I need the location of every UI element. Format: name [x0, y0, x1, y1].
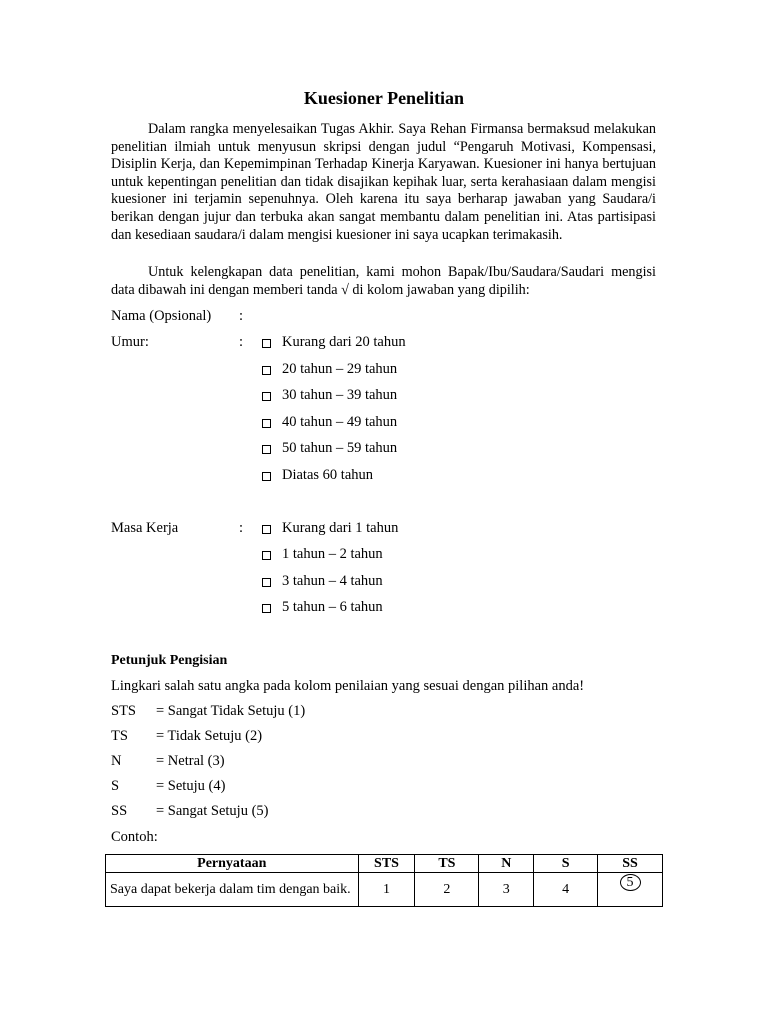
value-cell[interactable]: 2	[415, 873, 479, 907]
masa-kerja-option-label: 5 tahun – 6 tahun	[282, 599, 383, 615]
umur-option[interactable]	[262, 386, 397, 404]
checkbox-icon[interactable]	[262, 419, 271, 428]
header-n: N	[479, 855, 534, 873]
masa-kerja-label: Masa Kerja	[111, 520, 179, 536]
statement-cell: Saya dapat bekerja dalam tim dengan baik.	[106, 873, 359, 907]
scale-meaning: = Setuju (4)	[156, 778, 226, 794]
scale-code: SS	[111, 803, 128, 819]
scale-code: STS	[111, 703, 136, 719]
umur-option[interactable]	[262, 466, 373, 484]
checkbox-icon[interactable]	[262, 366, 271, 375]
value-cell-selected[interactable]	[598, 873, 663, 907]
scale-code: S	[111, 778, 120, 794]
masa-kerja-option-label: 3 tahun – 4 tahun	[282, 573, 383, 589]
umur-option[interactable]	[262, 333, 406, 351]
contoh-label: Contoh:	[111, 829, 158, 845]
umur-option-label: 20 tahun – 29 tahun	[282, 361, 398, 377]
instruction-paragraph: Untuk kelengkapan data penelitian, kami mohon Bapak/Ibu/Saudara/Saudari mengisi data dibawah ini dengan memberi tanda √ di kolom jawaban yang dipilih:	[111, 264, 656, 298]
checkbox-icon[interactable]	[262, 445, 271, 454]
checkbox-icon[interactable]	[262, 525, 271, 534]
umur-option-label: 50 tahun – 59 tahun	[282, 440, 398, 456]
umur-option[interactable]	[262, 413, 397, 431]
value-cell[interactable]: 1	[358, 873, 415, 907]
value-cell[interactable]: 4	[534, 873, 598, 907]
masa-kerja-option-label: 1 tahun – 2 tahun	[282, 546, 383, 562]
circled-answer: 5	[620, 874, 641, 891]
scale-meaning: = Sangat Setuju (5)	[156, 803, 269, 819]
value-cell[interactable]: 3	[479, 873, 534, 907]
header-ss: SS	[598, 855, 663, 873]
scale-code: N	[111, 753, 122, 769]
umur-colon: :	[239, 334, 244, 350]
masa-kerja-option[interactable]	[262, 519, 398, 537]
header-sts: STS	[358, 855, 415, 873]
scale-meaning: = Netral (3)	[156, 753, 225, 769]
petunjuk-text: Lingkari salah satu angka pada kolom penilaian yang sesuai dengan pilihan anda!	[111, 678, 585, 694]
masa-kerja-option[interactable]	[262, 598, 383, 616]
nama-colon: :	[239, 308, 244, 324]
table-row	[106, 873, 663, 907]
umur-option-label: 30 tahun – 39 tahun	[282, 387, 398, 403]
masa-kerja-option[interactable]	[262, 545, 383, 563]
umur-option-label: Kurang dari 20 tahun	[282, 334, 406, 350]
example-table	[105, 854, 663, 907]
checkbox-icon[interactable]	[262, 392, 271, 401]
nama-label: Nama (Opsional)	[111, 308, 212, 324]
masa-kerja-option-label: Kurang dari 1 tahun	[282, 520, 399, 536]
checkbox-icon[interactable]	[262, 578, 271, 587]
umur-option-label: 40 tahun – 49 tahun	[282, 414, 398, 430]
scale-meaning: = Tidak Setuju (2)	[156, 728, 263, 744]
checkbox-icon[interactable]	[262, 339, 271, 348]
masa-kerja-colon: :	[239, 520, 244, 536]
checkbox-icon[interactable]	[262, 604, 271, 613]
header-ts: TS	[415, 855, 479, 873]
header-pernyataan: Pernyataan	[106, 855, 359, 873]
scale-code: TS	[111, 728, 128, 744]
masa-kerja-option[interactable]	[262, 572, 383, 590]
umur-label: Umur:	[111, 334, 149, 350]
table-header-row	[106, 855, 663, 873]
umur-option[interactable]	[262, 360, 397, 378]
checkbox-icon[interactable]	[262, 472, 271, 481]
umur-option-label: Diatas 60 tahun	[282, 467, 374, 483]
scale-meaning: = Sangat Tidak Setuju (1)	[156, 703, 306, 719]
checkbox-icon[interactable]	[262, 551, 271, 560]
header-s: S	[534, 855, 598, 873]
petunjuk-heading: Petunjuk Pengisian	[111, 653, 228, 668]
intro-paragraph: Dalam rangka menyelesaikan Tugas Akhir. Saya Rehan Firmansa bermaksud melakukan penelitian ilmiah untuk menyusun skripsi dengan judul “Pengaruh Motivasi, Kompensasi, Disiplin Kerja, dan Kepemimpinan Terhadap Kinerja Karyawan. Kuesioner ini hanya bertujuan untuk kepentingan penelitian dan tidak disajikan kepihak luar, serta kerahasiaan dalam mengisi kuesioner ini terjamin sepenuhnya. Oleh karena itu saya berharap jawaban yang Saudara/i berikan dengan jujur dan terbuka akan sangat membantu dalam penelitian ini. Atas partisipasi dan kesediaan saudara/i dalam mengisi kuesioner ini saya ucapkan terimakasih.	[111, 121, 656, 243]
page-title: Kuesioner Penelitian	[303, 88, 465, 108]
umur-option[interactable]	[262, 439, 397, 457]
